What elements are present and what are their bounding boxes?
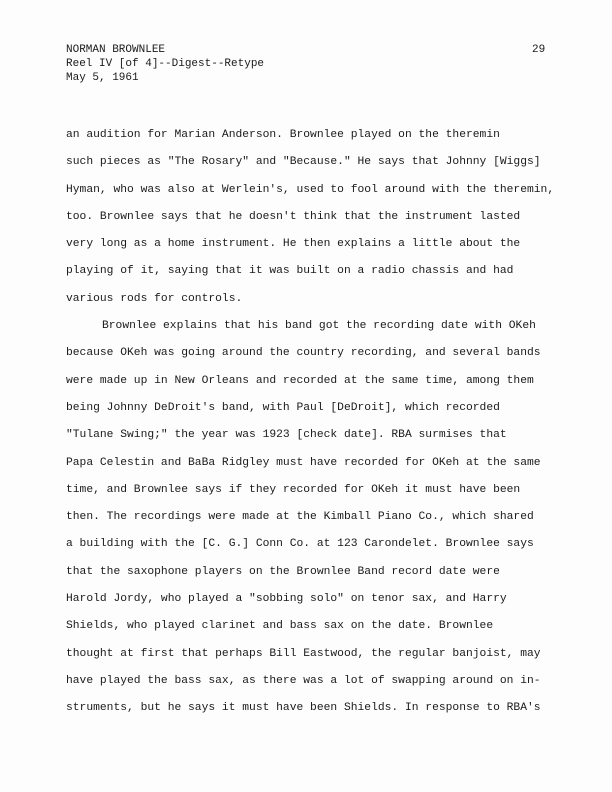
body-line: that the saxophone players on the Brownlee Band record date were [66,565,500,578]
body-line: too. Brownlee says that he doesn't think that the instrument lasted [66,210,521,223]
document-body [66,122,578,723]
body-line: were made up in New Orleans and recorded at the same time, among them [66,374,534,387]
body-line: Hyman, who was also at Werlein's, used to fool around with the theremin, [66,183,555,196]
header-date: May 5, 1961 [66,72,139,84]
header-reel: Reel IV [of 4]--Digest--Retype [66,58,265,70]
body-line: struments, but he says it must have been Shields. In response to RBA's [66,702,541,715]
body-line: Harold Jordy, who played a "sobbing solo" on tenor sax, and Harry [66,593,507,606]
header-name: NORMAN BROWNLEE [66,44,166,56]
body-line: a building with the [C. G.] Conn Co. at 123 Carondelet. Brownlee says [66,538,534,551]
body-line: "Tulane Swing;" the year was 1923 [check date]. RBA surmises that [66,429,507,442]
body-line: such pieces as "The Rosary" and "Because." He says that Johnny [Wiggs] [66,156,541,169]
body-line: then. The recordings were made at the Kimball Piano Co., which shared [66,511,534,524]
body-line: because OKeh was going around the country recording, and several bands [66,347,541,360]
body-line: thought at first that perhaps Bill Eastwood, the regular banjoist, may [66,647,541,660]
body-line: being Johnny DeDroit's band, with Paul [DeDroit], which recorded [66,401,500,414]
body-line: various rods for controls. [66,292,243,305]
body-line: have played the bass sax, as there was a lot of swapping around on in- [66,674,541,687]
body-line: playing of it, saying that it was built on a radio chassis and had [66,265,514,278]
document-header [66,43,264,85]
paragraph-start-line: Brownlee explains that his band got the recording date with OKeh [102,320,536,333]
body-line: very long as a home instrument. He then explains a little about the [66,238,521,251]
page-number: 29 [532,44,546,56]
body-line: time, and Brownlee says if they recorded for OKeh it must have been [66,483,521,496]
body-line: Papa Celestin and BaBa Ridgley must have recorded for OKeh at the same [66,456,541,469]
body-line: an audition for Marian Anderson. Brownlee played on the theremin [66,129,500,141]
body-line: Shields, who played clarinet and bass sax on the date. Brownlee [66,620,494,633]
